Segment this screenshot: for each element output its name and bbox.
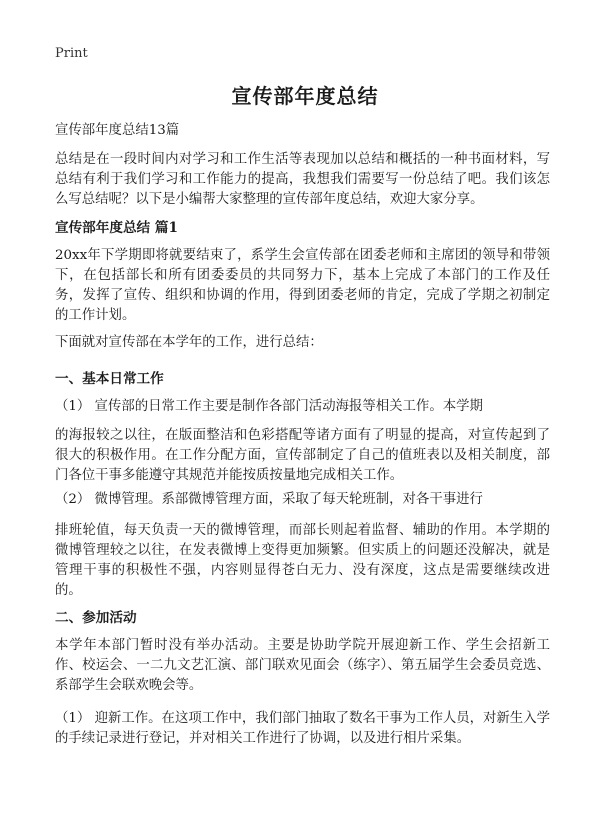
intro-paragraph: 总结是在一段时间内对学习和工作生活等表现加以总结和概括的一种书面材料，写总结有利于我们学习和工作能力的提高，我想我们需要写一份总结了吧。我们该怎么写总结呢？以下是小编帮大家整理的宣传部年度总结，欢迎大家分享。: [55, 152, 550, 207]
list-item-1-body: 的海报较之以往，在版面整洁和色彩搭配等诸方面有了明显的提高，对宣传起到了很大的积极作用。在工作分配方面，宣传部制定了自己的值班表以及相关制度，部门各位干事多能遵守其规范并能按质按量地完成相关工作。: [55, 428, 550, 483]
section-title: 宣传部年度总结 篇1: [55, 220, 178, 236]
section-heading-2: 二、参加活动: [55, 610, 137, 626]
body-paragraph-2: 下面就对宣传部在本学年的工作，进行总结：: [55, 335, 323, 350]
list-item-1-lead: （1） 宣传部的日常工作主要是制作各部门活动海报等相关工作。本学期: [55, 399, 483, 414]
print-label: Print: [55, 46, 88, 61]
list-item-2-lead: （2） 微博管理。系部微博管理方面，采取了每天轮班制，对各干事进行: [55, 492, 483, 507]
document-subtitle: 宣传部年度总结13篇: [55, 123, 180, 138]
page-title: 宣传部年度总结: [231, 84, 379, 108]
section-heading-1: 一、基本日常工作: [55, 371, 164, 387]
list-item-2-body: 排班轮值，每天负责一天的微博管理，而部长则起着监督、辅助的作用。本学期的微博管理较之以往，在发表微博上变得更加频繁。但实质上的问题还没解决，就是管理干事的积极性不强，内容则显得苍白无力、没有深度，这点是需要继续改进的。: [55, 523, 550, 598]
list-item-3: （1） 迎新工作。在这项工作中，我们部门抽取了数名干事为工作人员，对新生入学的手续记录进行登记，并对相关工作进行了协调，以及进行相片采集。: [55, 711, 550, 746]
body-paragraph-3: 本学年本部门暂时没有举办活动。主要是协助学院开展迎新工作、学生会招新工作、校运会、一二九文艺汇演、部门联欢见面会（练字）、第五届学生会委员竞选、系部学生会联欢晚会等。: [55, 638, 550, 693]
body-paragraph-1: 20xx年下学期即将就要结束了，系学生会宣传部在团委老师和主席团的领导和带领下，在包括部长和所有团委委员的共同努力下，基本上完成了本部门的工作及任务，发挥了宣传、组织和协调的作用，得到团委老师的肯定，完成了学期之初制定的工作计划。: [55, 248, 550, 323]
